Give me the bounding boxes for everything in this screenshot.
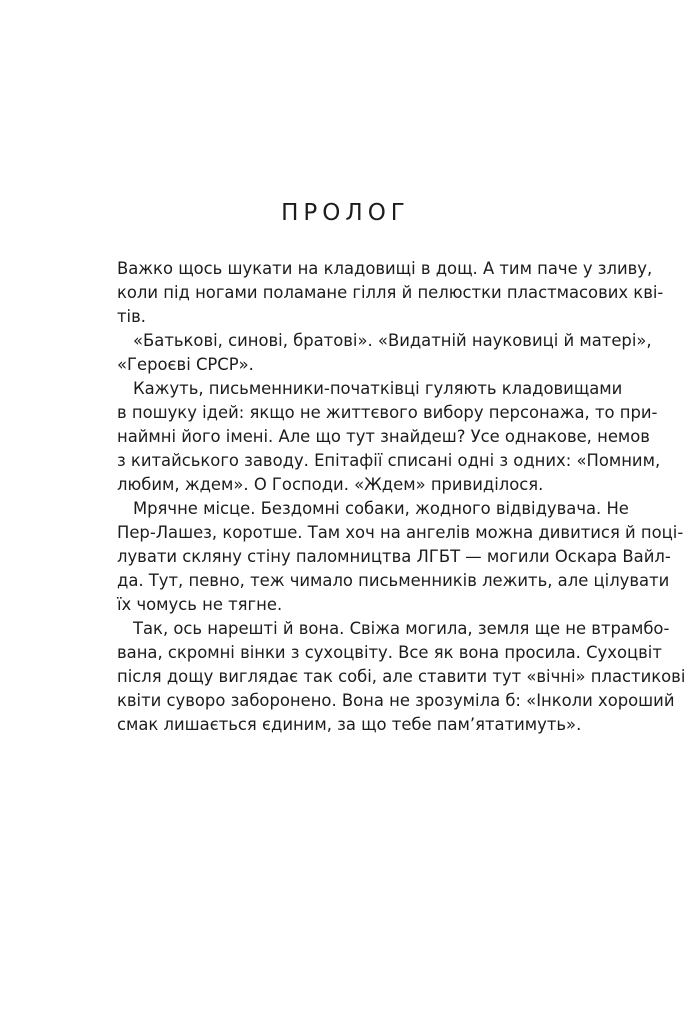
text-line: їх чомусь не тягне. [117,595,283,614]
text-line: після дощу виглядає так собі, але ставити тут «вічні» пластикові [117,667,686,686]
text-line: смак лишається єдиним, за що тебе пам’ятатимуть». [117,715,582,734]
chapter-title: ПРОЛОГ [281,200,410,226]
text-line: наймні його імені. Але що тут знайдеш? Усе однакове, немов [117,427,650,446]
text-line: да. Тут, певно, теж чимало письменників лежить, але цілувати [117,571,670,590]
text-line: «Батькові, синові, братові». «Видатній науковиці й матері», [133,331,652,350]
text-line: «Героєві СРСР». [117,355,254,374]
text-line: лувати скляну стіну паломництва ЛГБТ — могили Оскара Вайл- [117,547,671,566]
text-line: квіти суворо заборонено. Вона не зрозуміла б: «Інколи хороший [117,691,675,710]
text-line: Кажуть, письменники-початківці гуляють кладовищами [133,379,623,398]
text-line: коли під ногами поламане гілля й пелюстки пластмасових кві- [117,283,664,302]
text-line: тів. [117,307,146,326]
text-line: в пошуку ідей: якщо не життєвого вибору персонажа, то при- [117,403,658,422]
text-line: з китайського заводу. Епітафії списані одні з одних: «Помним, [117,451,661,470]
text-line: любим, ждем». О Господи. «Ждем» привиділося. [117,475,544,494]
text-line: Пер-Лашез, коротше. Там хоч на ангелів можна дивитися й поці- [117,523,684,542]
text-line: вана, скромні вінки з сухоцвіту. Все як вона просила. Сухоцвіт [117,643,662,662]
text-line: Важко щось шукати на кладовищі в дощ. А тим паче у зливу, [117,259,653,278]
text-line: Мрячне місце. Бездомні собаки, жодного відвідувача. Не [133,499,629,518]
text-line: Так, ось нарешті й вона. Свіжа могила, земля ще не втрамбо- [133,619,670,638]
